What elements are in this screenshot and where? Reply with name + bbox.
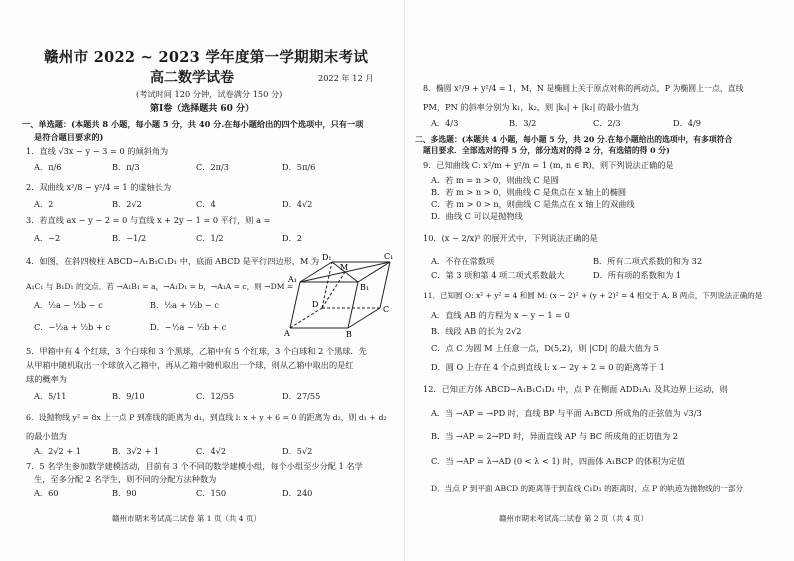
label-a: A xyxy=(284,329,290,338)
exam-subtitle: 高二数学试卷 xyxy=(150,70,234,86)
q3-option-d: D．2 xyxy=(282,233,302,243)
q7-option-a: A．60 xyxy=(34,488,59,498)
q4-option-b: B．½a + ½b − c xyxy=(150,300,219,310)
edge-cc1 xyxy=(380,262,390,308)
q12-option-b: B．当 →AP = 2→PD 时，异面直线 AP 与 BC 所成角的正切值为 2 xyxy=(431,431,678,441)
label-m: M xyxy=(340,263,349,272)
q2-option-d: D．4√2 xyxy=(282,199,313,209)
q7-option-d: D．240 xyxy=(282,488,313,498)
q5-stem: 5．甲箱中有 4 个红球，3 个白球和 3 个黑球，乙箱中有 5 个红球，3 个白球和 2 个黑球．先 xyxy=(26,346,367,356)
label-d1: D₁ xyxy=(322,253,332,262)
label-a1: A₁ xyxy=(288,275,297,284)
edge-ad xyxy=(290,308,322,328)
edge-bc xyxy=(348,308,380,328)
q5-stem-cont: 从甲箱中随机取出一个球放入乙箱中，再从乙箱中随机取出一个球，则从乙箱中取出的是红 xyxy=(26,360,354,370)
section-1-heading: 第Ⅰ卷（选择题共 60 分） xyxy=(150,104,255,114)
q4-stem-cont: A₁C₁ 与 B₁D₁ 的交点．若 →A₁B₁ = a，→A₁D₁ = b，→A₁A = c，则 →DM = xyxy=(26,282,294,291)
label-c1: C₁ xyxy=(384,252,394,261)
q2-option-b: B．2√2 xyxy=(112,199,142,209)
q6-option-b: B．3√2 + 1 xyxy=(112,446,160,456)
page-2 xyxy=(405,0,794,561)
q10-stem: 10．(x − 2/x)⁵ 的展开式中，下列说法正确的是 xyxy=(423,233,598,243)
segment-dm xyxy=(322,272,345,308)
q4-option-d: D．−½a − ½b + c xyxy=(150,322,227,332)
q8-stem: 8．椭圆 x²/9 + y²/4 = 1，M，N 是椭圆上关于原点对称的两动点，P 为椭圆上一点，直线 xyxy=(423,84,744,93)
q2-stem: 2．双曲线 x²/8 − y²/4 = 1 的虚轴长为 xyxy=(26,182,172,192)
label-b1: B₁ xyxy=(360,283,370,292)
exam-date: 2022 年 12 月 xyxy=(318,73,374,83)
q5-option-c: C．12/55 xyxy=(196,391,235,401)
q8-option-c: C．2/3 xyxy=(593,118,621,128)
q12-stem: 12．已知正方体 ABCD−A₁B₁C₁D₁ 中，点 P 在侧面 ADD₁A₁ 及其边界上运动，则 xyxy=(423,384,728,394)
q7-option-b: B．90 xyxy=(112,488,137,498)
q2-option-c: C．4 xyxy=(196,199,216,209)
q10-option-a: A．不存在常数项 xyxy=(431,256,495,266)
q4-prism-figure xyxy=(284,250,396,338)
q11-option-a: A．直线 AB 的方程为 x − y − 1 = 0 xyxy=(431,310,570,320)
edge-a1d1 xyxy=(300,262,332,282)
edge-bb1 xyxy=(348,282,358,328)
q9-option-d: D．曲线 C 可以是抛物线 xyxy=(431,211,523,221)
q5-option-a: A．5/11 xyxy=(34,391,67,401)
q11-option-d: D．圆 O 上存在 4 个点到直线 l: x − 2y + 2 = 0 的距离等于 1 xyxy=(431,362,665,372)
q5-option-b: B．9/10 xyxy=(112,391,145,401)
q10-option-d: D．所有项的系数和为 1 xyxy=(593,270,682,280)
q10-option-b: B．所有二项式系数的和为 32 xyxy=(593,256,703,266)
q3-stem: 3．若直线 ax − y − 2 = 0 与直线 x + 2y − 1 = 0 平行，则 a = xyxy=(26,215,271,225)
q6-option-c: C．4√2 xyxy=(196,446,227,456)
q1-option-b: B．π/3 xyxy=(112,162,140,172)
q4-option-c: C．−½a + ½b + c xyxy=(34,322,111,332)
q9-option-b: B．若 m > n > 0，则曲线 C 是焦点在 x 轴上的椭圆 xyxy=(431,187,627,197)
label-d: D xyxy=(312,300,319,309)
q1-option-c: C．2π/3 xyxy=(196,162,230,172)
q1-stem: 1．直线 √3x − y − 3 = 0 的倾斜角为 xyxy=(26,146,169,156)
q12-option-d: D．当点 P 到平面 ABCD 的距离等于到直线 C₁D₁ 的距离时，点 P 的轨迹为抛物线的一部分 xyxy=(431,484,744,493)
q7-option-c: C．150 xyxy=(196,488,227,498)
q12-option-a: A．当 →AP = →PD 时，直线 BP 与平面 A₁BCD 所成角的正弦值为 √3/3 xyxy=(431,408,702,418)
label-c: C xyxy=(383,305,390,314)
q3-option-a: A．−2 xyxy=(34,233,61,243)
q11-option-b: B．线段 AB 的长为 2√2 xyxy=(431,326,522,336)
exam-note: (考试时间 120 分钟，试卷满分 150 分) xyxy=(136,89,283,99)
q8-stem-cont: PM，PN 的斜率分别为 k₁，k₂，则 |k₁| + |k₂| 的最小值为 xyxy=(423,102,639,112)
q6-stem: 6．设抛物线 y² = 8x 上一点 P 到准线的距离为 d₁，到直线 l: x + y + 6 = 0 的距离为 d₂，则 d₁ + d₂ xyxy=(26,413,387,422)
label-b: B xyxy=(346,330,352,338)
q11-option-c: C．点 C 为圆 M 上任意一点，D(5,2)，则 |CD| 的最大值为 5 xyxy=(431,343,659,353)
q8-option-b: B．3/2 xyxy=(509,118,537,128)
q9-option-a: A．若 m = n > 0，则曲线 C 是圆 xyxy=(431,175,559,185)
q6-option-d: D．5√2 xyxy=(282,446,313,456)
footer-page-1: 赣州市期末考试高二试卷 第 1 页（共 4 页） xyxy=(112,514,261,523)
edge-dd1 xyxy=(322,262,332,308)
edge-b1c1 xyxy=(358,262,390,282)
q5-option-d: D．27/55 xyxy=(282,391,321,401)
exam-title: 赣州市 2022 ~ 2023 学年度第一学期期末考试 xyxy=(44,49,369,66)
q8-option-d: D．4/9 xyxy=(673,118,701,128)
q11-stem: 11．已知圆 O: x² + y² = 4 和圆 M: (x − 2)² + (y + 2)² = 4 相交于 A, B 两点，下列说法正确的是 xyxy=(423,291,763,300)
q5-stem-cont-2: 球的概率为 xyxy=(26,374,67,384)
footer-page-2: 赣州市期末考试高二试卷 第 2 页（共 4 页） xyxy=(499,514,648,523)
q1-option-d: D．5π/6 xyxy=(282,162,316,172)
q4-option-a: A．½a − ½b − c xyxy=(34,300,103,310)
q7-stem: 7．5 名学生参加数学建模活动，目前有 3 个不同的数学建模小组，每个小组至少分配 1 名学 xyxy=(26,461,363,471)
q7-stem-cont: 生，至多分配 2 名学生，则不同的分配方法种数为 xyxy=(34,474,217,484)
q1-option-a: A．π/6 xyxy=(34,162,62,172)
q3-option-c: C．1/2 xyxy=(196,233,224,243)
q6-option-a: A．2√2 + 1 xyxy=(34,446,82,456)
q6-stem-cont: 的最小值为 xyxy=(26,431,67,441)
q8-option-a: A．4/3 xyxy=(431,118,459,128)
part-1-instruction: 一、单选题：(本题共 8 小题，每小题 5 分，共 40 分.在每小题给出的四个选项中，只有一项 xyxy=(22,119,364,129)
part-2-instruction-cont: 题目要求．全部选对的得 5 分，部分选对的得 2 分，有选错的得 0 分) xyxy=(423,146,670,155)
q2-option-a: A．2 xyxy=(34,199,54,209)
q9-stem: 9．已知曲线 C: x²/m + y²/n = 1 (m, n ∈ R)，则下列说法正确的是 xyxy=(423,160,674,170)
part-2-instruction: 二、多选题：(本题共 4 小题，每小题 5 分，共 20 分.在每小题给出的选项中，有多项符合 xyxy=(415,135,733,144)
q3-option-b: B．−1/2 xyxy=(112,233,147,243)
q12-option-c: C．当 →AP = λ→AD (0 < λ < 1) 时，四面体 A₁BCP 的体积为定值 xyxy=(431,456,685,466)
q4-stem: 4．如图，在斜四棱柱 ABCD−A₁B₁C₁D₁ 中，底面 ABCD 是平行四边形，M 为 xyxy=(26,256,320,266)
q10-option-c: C．第 3 项和第 4 项二项式系数最大 xyxy=(431,270,565,280)
edge-aa1 xyxy=(290,282,300,328)
q9-option-c: C．若 m > 0 > n，则曲线 C 是焦点在 x 轴上的双曲线 xyxy=(431,199,635,209)
part-1-instruction-cont: 是符合题目要求的) xyxy=(34,132,104,142)
